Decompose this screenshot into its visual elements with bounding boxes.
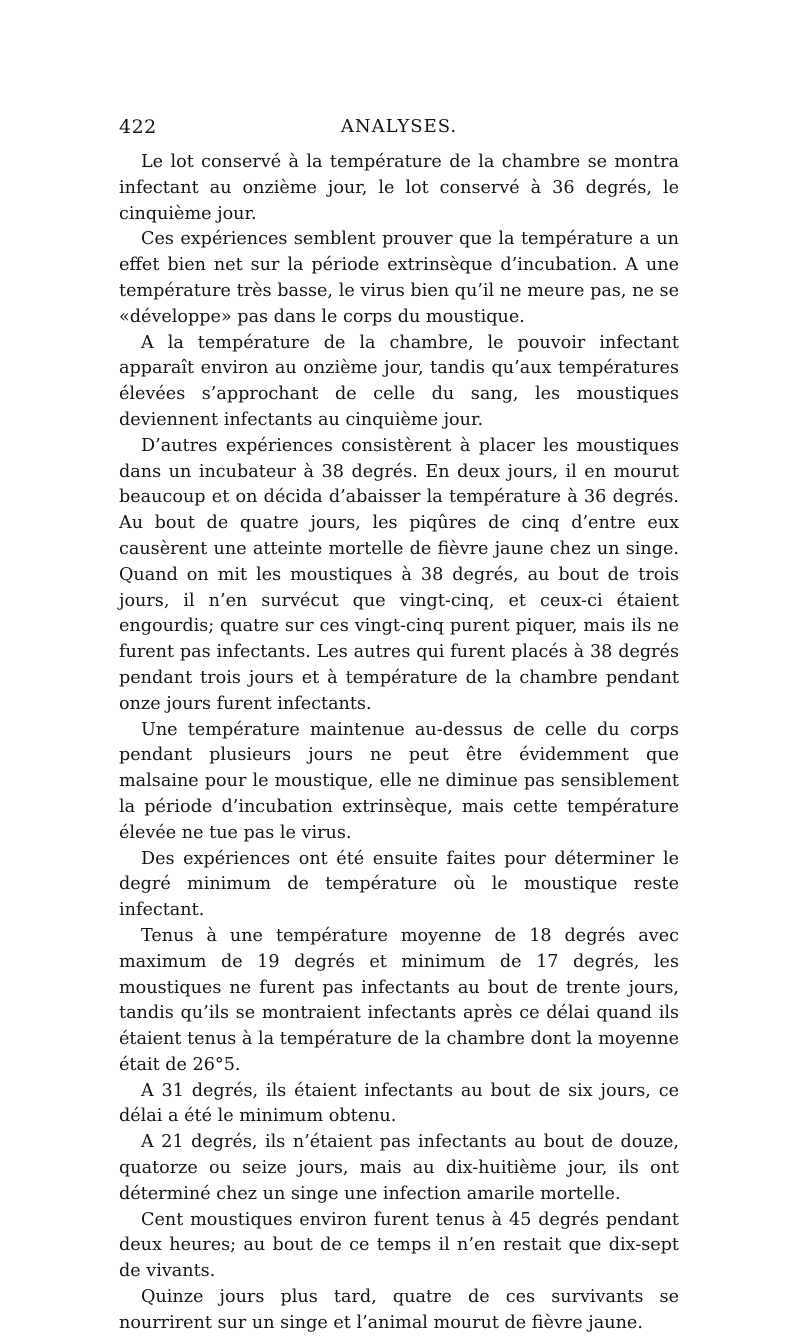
paragraph: Le lot conservé à la température de la chambre se montra infectant au onzième jour, le lot conservé à 36 degrés, le cinquième jour.: [119, 152, 679, 224]
paragraph: Ces expériences semblent prouver que la température a un effet bien net sur la période extrinsèque d’incubation. A une température très basse, le virus bien qu’il ne meure pas, ne se «développe» pas dans le corps du moustique.: [119, 229, 679, 327]
paragraph: Des expériences ont été ensuite faites pour déterminer le degré minimum de température où le moustique reste infectant.: [119, 848, 679, 921]
paragraph: Cent moustiques environ furent tenus à 45 degrés pendant deux heures; au bout de ce temps il n’en restait que dix-sept de vivants.: [119, 1209, 679, 1282]
page-header: [119, 116, 679, 140]
paragraph: Tenus à une température moyenne de 18 degrés avec maximum de 19 degrés et minimum de 17 degrés, les moustiques ne furent pas infectants au bout de trente jours, tandis qu’ils se montraient infectants après ce délai quand ils étaient tenus à la température de la chambre dont la moyenne était de 26°5.: [119, 925, 679, 1075]
paragraph: D’autres expériences consistèrent à placer les moustiques dans un incubateur à 38 degrés. En deux jours, il en mourut beaucoup et on décida d’abaisser la température à 36 degrés. Au bout de quatre jours, les piqûres de cinq d’entre eux causèrent une atteinte mortelle de fièvre jaune chez un singe. Quand on mit les moustiques à 38 degrés, au bout de trois jours, il n’en survécut que vingt-cinq, et ceux-ci étaient engourdis; quatre sur ces vingt-cinq purent piquer, mais ils ne furent pas infectants. Les autres qui furent placés à 38 degrés pendant trois jours et à température de la chambre pendant onze jours furent infectants.: [119, 435, 679, 714]
paragraph: Quinze jours plus tard, quatre de ces survivants se nourrirent sur un singe et l’animal mourut de fièvre jaune.: [119, 1287, 679, 1333]
paragraph: A 31 degrés, ils étaient infectants au bout de six jours, ce délai a été le minimum obtenu.: [119, 1080, 679, 1127]
running-head: ANALYSES.: [340, 116, 458, 137]
paragraph: A la température de la chambre, le pouvoir infectant apparaît environ au onzième jour, tandis qu’aux températures élevées s’approchant de celle du sang, les moustiques deviennent infectants au cinquième jour.: [119, 332, 679, 430]
page-number: 422: [119, 116, 157, 138]
paragraph: Une température maintenue au-dessus de celle du corps pendant plusieurs jours ne peut être évidemment que malsaine pour le moustique, elle ne diminue pas sensiblement la période d’incubation extrinsèque, mais cette température élevée ne tue pas le virus.: [119, 719, 679, 843]
paragraph: A 21 degrés, ils n’étaient pas infectants au bout de douze, quatorze ou seize jours, mais au dix-huitième jour, ils ont déterminé chez un singe une infection amarile mortelle.: [119, 1132, 679, 1204]
body-text: [119, 150, 679, 1337]
